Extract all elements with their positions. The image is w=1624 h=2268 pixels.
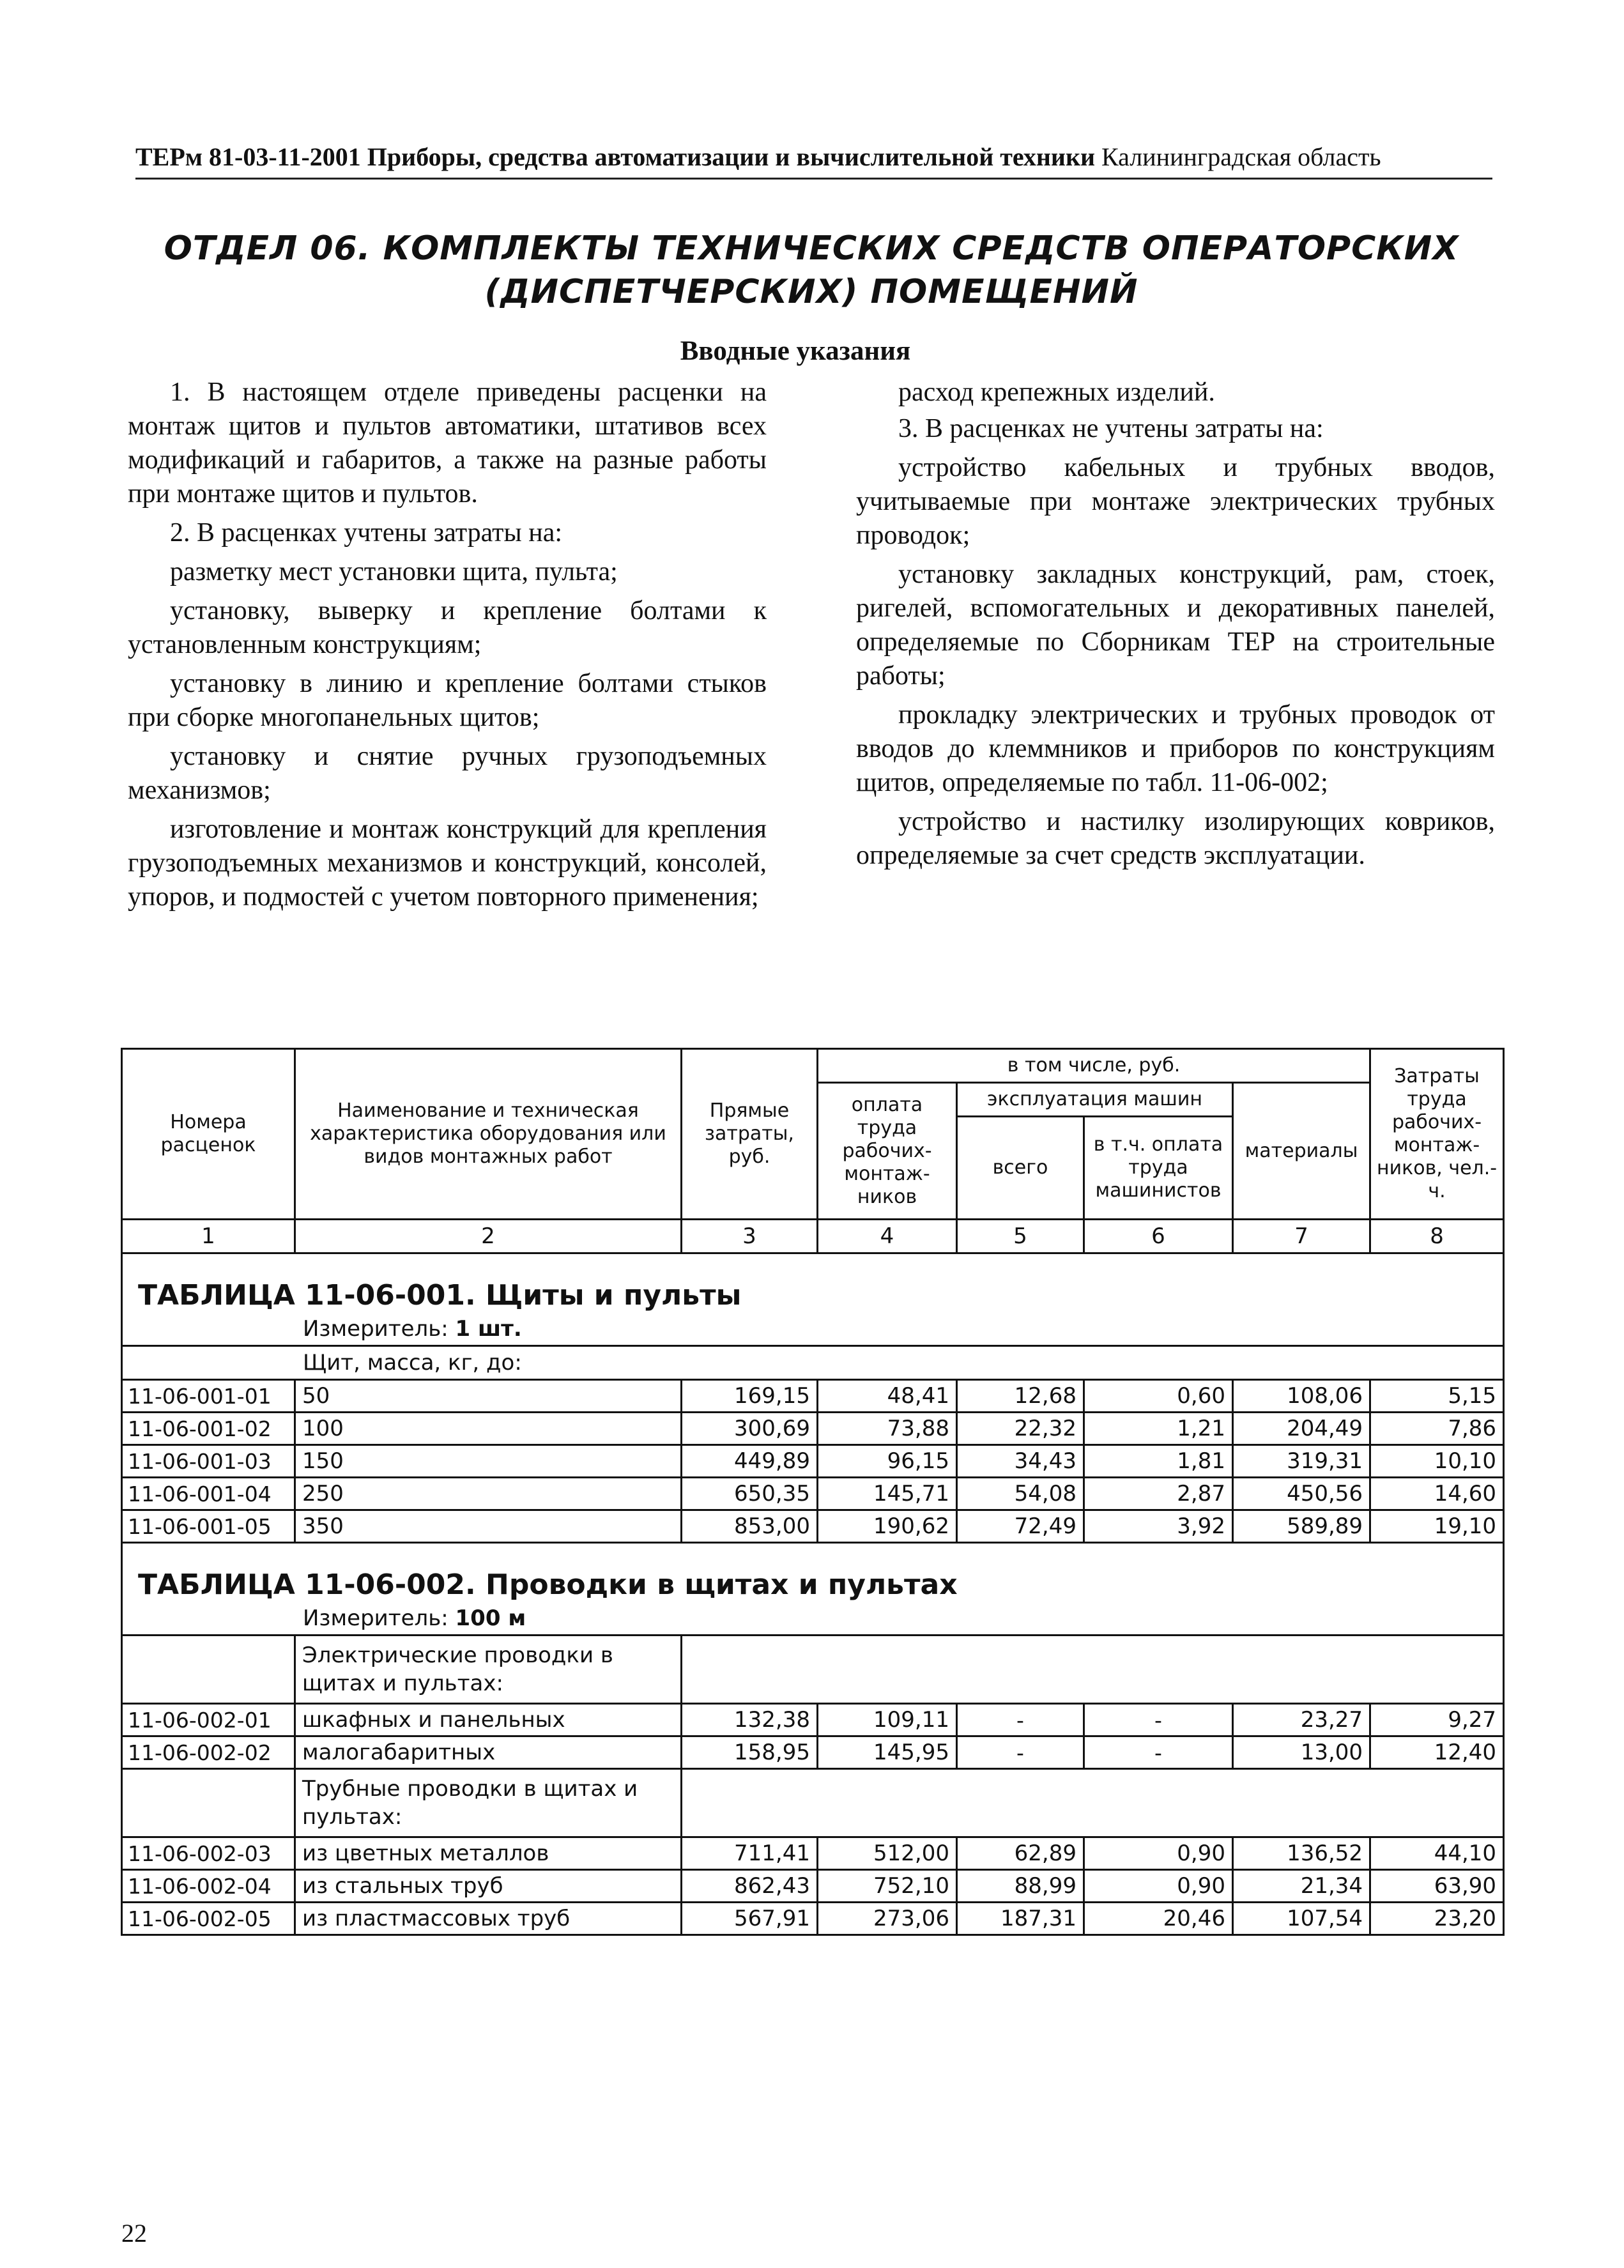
- intro-paragraph: установку, выверку и крепление болтами к установленным конструкциям;: [128, 596, 767, 659]
- section-title-line2: (ДИСПЕТЧЕРСКИХ) ПОМЕЩЕНИЙ: [484, 273, 1138, 311]
- intro-paragraph: 3. В расценках не учтены затраты на:: [898, 414, 1324, 443]
- table-row: 11-06-002-04 из стальных труб 862,43 752,10 88,99 0,90 21,34 63,90: [122, 1870, 1504, 1903]
- col-number: 6: [1084, 1220, 1233, 1253]
- page-number: 22: [121, 2219, 147, 2248]
- table-row: 11-06-001-04 250 650,35 145,71 54,08 2,87 450,56 14,60: [122, 1478, 1504, 1510]
- col-number: 3: [682, 1220, 818, 1253]
- intro-paragraph: устройство и настилку изолирующих ковриков, определяемые за счет средств эксплуатации.: [856, 807, 1495, 870]
- running-header: [135, 142, 1490, 172]
- table-row: 11-06-001-05 350 853,00 190,62 72,49 3,92 589,89 19,10: [122, 1510, 1504, 1543]
- rates-table: [121, 1048, 1505, 1936]
- table-row: 11-06-002-02 малогабаритных 158,95 145,95 - - 13,00 12,40: [122, 1736, 1504, 1769]
- measure-unit: Измеритель: 1 шт.: [122, 1313, 1504, 1346]
- header-machines-total: всего: [957, 1117, 1084, 1220]
- header-machines: эксплуатация машин: [957, 1083, 1233, 1117]
- intro-paragraph: 1. В настоящем отделе приведены расценки на монтаж щитов и пультов автоматики, штативов всех модификаций и габаритов, а также на разные работы при монтаже щитов и пультов.: [128, 378, 767, 509]
- table-row: 11-06-001-02 100 300,69 73,88 22,32 1,21 204,49 7,86: [122, 1413, 1504, 1445]
- table-row: 11-06-002-05 из пластмассовых труб 567,91 273,06 187,31 20,46 107,54 23,20: [122, 1903, 1504, 1935]
- intro-right-column: [856, 376, 1495, 878]
- intro-paragraph: 2. В расценках учтены затраты на:: [170, 518, 563, 548]
- header-title: ТЕРм 81-03-11-2001 Приборы, средства автоматизации и вычислительной техники: [135, 142, 1096, 171]
- header-rule: [135, 178, 1492, 180]
- intro-left-column: [128, 376, 767, 919]
- header-region: Калининградская область: [1101, 142, 1381, 171]
- intro-heading: Вводные указания: [680, 336, 911, 366]
- header-code: Номера расценок: [122, 1049, 295, 1220]
- group-label: Электрические проводки в щитах и пультах:: [295, 1636, 682, 1704]
- col-number: 1: [122, 1220, 295, 1253]
- col-number: 8: [1370, 1220, 1504, 1253]
- table-title: ТАБЛИЦА 11-06-001. Щиты и пульты: [122, 1253, 1504, 1314]
- col-number: 5: [957, 1220, 1084, 1253]
- header-materials: материалы: [1233, 1083, 1370, 1220]
- table-row: 11-06-001-03 150 449,89 96,15 34,43 1,81 319,31 10,10: [122, 1445, 1504, 1478]
- intro-paragraph: установку в линию и крепление болтами стыков при сборке многопанельных щитов;: [128, 669, 767, 732]
- section-title-line1: ОТДЕЛ 06. КОМПЛЕКТЫ ТЕХНИЧЕСКИХ СРЕДСТВ ОПЕРАТОРСКИХ: [164, 229, 1459, 268]
- col-number: 2: [295, 1220, 682, 1253]
- group-label: Щит, масса, кг, до:: [122, 1346, 1504, 1380]
- header-labor-pay: оплата труда рабочих-монтаж-ников: [818, 1083, 957, 1220]
- header-name: Наименование и техническая характеристика оборудования или видов монтажных работ: [295, 1049, 682, 1220]
- intro-paragraph: расход крепежных изделий.: [898, 378, 1215, 407]
- table-title: ТАБЛИЦА 11-06-002. Проводки в щитах и пультах: [122, 1543, 1504, 1603]
- group-label: Трубные проводки в щитах и пультах:: [295, 1769, 682, 1837]
- intro-paragraph: установку и снятие ручных грузоподъемных механизмов;: [128, 742, 767, 805]
- header-machines-pay: в т.ч. оплата труда машинистов: [1084, 1117, 1233, 1220]
- intro-paragraph: прокладку электрических и трубных проводок от вводов до клеммников и приборов по конструкциям щитов, определяемые по табл. 11-06-002;: [856, 700, 1495, 797]
- intro-paragraph: изготовление и монтаж конструкций для крепления грузоподъемных механизмов и конструкций, консолей, упоров, и подмостей с учетом повторного применения;: [128, 815, 767, 912]
- section-title: [128, 227, 1495, 314]
- header-direct-costs: Прямые затраты, руб.: [682, 1049, 818, 1220]
- col-number: 7: [1233, 1220, 1370, 1253]
- header-including: в том числе, руб.: [818, 1049, 1370, 1083]
- header-labor-hours: Затраты труда рабочих-монтаж-ников, чел.-ч.: [1370, 1049, 1504, 1220]
- intro-paragraph: разметку мест установки щита, пульта;: [170, 557, 618, 586]
- table-row: 11-06-001-01 50 169,15 48,41 12,68 0,60 108,06 5,15: [122, 1380, 1504, 1413]
- table-row: 11-06-002-03 из цветных металлов 711,41 512,00 62,89 0,90 136,52 44,10: [122, 1837, 1504, 1870]
- intro-paragraph: устройство кабельных и трубных вводов, учитываемые при монтаже электрических трубных проводок;: [856, 453, 1495, 550]
- col-number: 4: [818, 1220, 957, 1253]
- table-row: 11-06-002-01 шкафных и панельных 132,38 109,11 - - 23,27 9,27: [122, 1704, 1504, 1736]
- measure-unit: Измеритель: 100 м: [122, 1602, 1504, 1636]
- intro-paragraph: установку закладных конструкций, рам, стоек, ригелей, вспомогательных и декоративных панелей, определяемые по Сборникам ТЕР на строительные работы;: [856, 560, 1495, 691]
